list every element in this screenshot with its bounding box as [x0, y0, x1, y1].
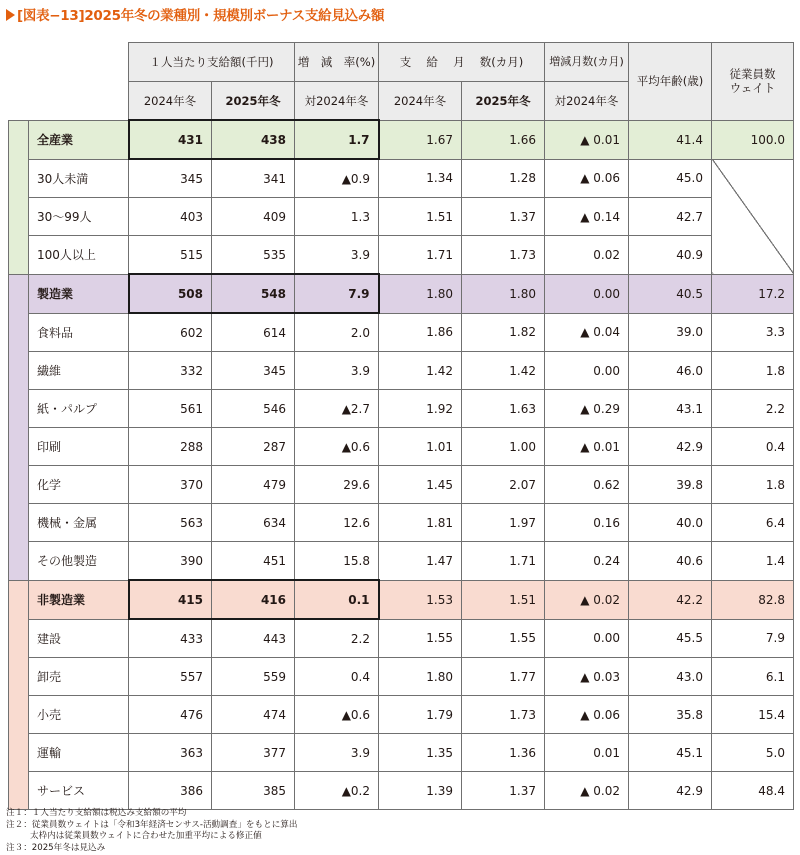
avg-age-cell: 45.5: [629, 619, 712, 658]
row-label: 全産業: [29, 120, 129, 159]
weight-cell: 15.4: [712, 696, 794, 734]
value-2025-cell: 341: [212, 159, 295, 198]
row-label: 製造業: [29, 274, 129, 313]
month-change-cell: ▲ 0.29: [545, 390, 629, 428]
header-2025: 2025年冬: [212, 82, 295, 121]
row-label: 30人未満: [29, 159, 129, 198]
figure-title-text: [図表−13]2025年冬の業種別・規模別ボーナス支給見込み額: [17, 8, 385, 24]
row-label: 化学: [29, 466, 129, 504]
avg-age-cell: 39.8: [629, 466, 712, 504]
weight-cell: 1.4: [712, 542, 794, 581]
months-2024-cell: 1.35: [379, 734, 462, 772]
value-2024-cell: 557: [129, 658, 212, 696]
diagonal-blank-cell: [712, 159, 794, 274]
value-2025-cell: 438: [212, 120, 295, 159]
month-change-cell: ▲ 0.02: [545, 772, 629, 810]
row-label: 小売: [29, 696, 129, 734]
months-2024-cell: 1.34: [379, 159, 462, 198]
avg-age-cell: 42.7: [629, 198, 712, 236]
bonus-table: [8, 42, 794, 810]
months-2025-cell: 2.07: [462, 466, 545, 504]
value-2024-cell: 390: [129, 542, 212, 581]
value-2025-cell: 443: [212, 619, 295, 658]
value-2024-cell: 431: [129, 120, 212, 159]
months-2025-cell: 1.71: [462, 542, 545, 581]
footnote: 注１：１人当たり支給額は税込み支給額の平均: [6, 808, 187, 818]
row-label: 100人以上: [29, 236, 129, 275]
value-2024-cell: 433: [129, 619, 212, 658]
months-2025-cell: 1.77: [462, 658, 545, 696]
months-2024-cell: 1.80: [379, 658, 462, 696]
months-2024-cell: 1.92: [379, 390, 462, 428]
header-months-2024: 2024年冬: [379, 82, 462, 121]
months-2024-cell: 1.67: [379, 120, 462, 159]
group-band: [9, 580, 29, 810]
value-2024-cell: 561: [129, 390, 212, 428]
value-2024-cell: 370: [129, 466, 212, 504]
months-2025-cell: 1.00: [462, 428, 545, 466]
group-band: [9, 120, 29, 274]
months-2025-cell: 1.80: [462, 274, 545, 313]
change-rate-cell: 2.2: [295, 619, 379, 658]
month-change-cell: 0.00: [545, 352, 629, 390]
value-2025-cell: 474: [212, 696, 295, 734]
value-2024-cell: 332: [129, 352, 212, 390]
month-change-cell: 0.00: [545, 274, 629, 313]
change-rate-cell: 3.9: [295, 352, 379, 390]
weight-cell: 2.2: [712, 390, 794, 428]
table-row: [9, 236, 794, 275]
table-row: [9, 658, 794, 696]
table-row: [9, 619, 794, 658]
value-2025-cell: 559: [212, 658, 295, 696]
months-2025-cell: 1.37: [462, 772, 545, 810]
table-row: [9, 390, 794, 428]
weight-cell: 1.8: [712, 352, 794, 390]
value-2024-cell: 515: [129, 236, 212, 275]
footnote: 注２：従業員数ウェイトは「令和3年経済センサス-活動調査」をもとに算出: [6, 819, 298, 830]
table-row: [9, 352, 794, 390]
avg-age-cell: 40.5: [629, 274, 712, 313]
value-2024-cell: 363: [129, 734, 212, 772]
value-2025-cell: 409: [212, 198, 295, 236]
avg-age-cell: 39.0: [629, 313, 712, 352]
row-label: 印刷: [29, 428, 129, 466]
row-label: 非製造業: [29, 580, 129, 619]
table-row: [9, 313, 794, 352]
month-change-cell: ▲ 0.01: [545, 428, 629, 466]
value-2024-cell: 508: [129, 274, 212, 313]
group-band: [9, 274, 29, 580]
weight-cell: 48.4: [712, 772, 794, 810]
months-2025-cell: 1.73: [462, 236, 545, 275]
avg-age-cell: 35.8: [629, 696, 712, 734]
month-change-cell: 0.00: [545, 619, 629, 658]
weight-cell: 6.1: [712, 658, 794, 696]
avg-age-cell: 42.9: [629, 772, 712, 810]
avg-age-cell: 40.9: [629, 236, 712, 275]
month-change-cell: 0.16: [545, 504, 629, 542]
table-row: [9, 734, 794, 772]
months-2025-cell: 1.51: [462, 580, 545, 619]
value-2025-cell: 451: [212, 542, 295, 581]
avg-age-cell: 43.1: [629, 390, 712, 428]
row-label: 繊維: [29, 352, 129, 390]
weight-cell: 5.0: [712, 734, 794, 772]
weight-cell: 17.2: [712, 274, 794, 313]
value-2024-cell: 602: [129, 313, 212, 352]
months-2025-cell: 1.37: [462, 198, 545, 236]
value-2025-cell: 287: [212, 428, 295, 466]
header-months-2025: 2025年冬: [462, 82, 545, 121]
months-2024-cell: 1.45: [379, 466, 462, 504]
month-change-cell: ▲ 0.01: [545, 120, 629, 159]
change-rate-cell: ▲2.7: [295, 390, 379, 428]
months-2024-cell: 1.79: [379, 696, 462, 734]
value-2025-cell: 548: [212, 274, 295, 313]
months-2025-cell: 1.28: [462, 159, 545, 198]
weight-cell: 1.8: [712, 466, 794, 504]
month-change-cell: 0.24: [545, 542, 629, 581]
row-label: 紙・パルプ: [29, 390, 129, 428]
value-2025-cell: 546: [212, 390, 295, 428]
figure-title: [6, 4, 384, 26]
weight-cell: 7.9: [712, 619, 794, 658]
avg-age-cell: 43.0: [629, 658, 712, 696]
change-rate-cell: 2.0: [295, 313, 379, 352]
change-rate-cell: ▲0.6: [295, 696, 379, 734]
table-row: [9, 696, 794, 734]
month-change-cell: 0.02: [545, 236, 629, 275]
header-per-person: １人当たり支給額(千円): [129, 43, 295, 82]
change-rate-cell: 12.6: [295, 504, 379, 542]
change-rate-cell: 15.8: [295, 542, 379, 581]
row-label: サービス: [29, 772, 129, 810]
value-2025-cell: 416: [212, 580, 295, 619]
value-2024-cell: 403: [129, 198, 212, 236]
month-change-cell: ▲ 0.06: [545, 696, 629, 734]
months-2024-cell: 1.71: [379, 236, 462, 275]
value-2025-cell: 479: [212, 466, 295, 504]
value-2024-cell: 476: [129, 696, 212, 734]
table-row: [9, 159, 794, 198]
month-change-cell: ▲ 0.04: [545, 313, 629, 352]
avg-age-cell: 45.1: [629, 734, 712, 772]
avg-age-cell: 41.4: [629, 120, 712, 159]
avg-age-cell: 46.0: [629, 352, 712, 390]
change-rate-cell: 1.3: [295, 198, 379, 236]
change-rate-cell: ▲0.2: [295, 772, 379, 810]
weight-cell: 3.3: [712, 313, 794, 352]
value-2024-cell: 563: [129, 504, 212, 542]
value-2025-cell: 385: [212, 772, 295, 810]
table-row: [9, 198, 794, 236]
header-vs2024: 対2024年冬: [295, 82, 379, 121]
months-2024-cell: 1.80: [379, 274, 462, 313]
value-2024-cell: 415: [129, 580, 212, 619]
header-change-rate: 増 減 率(%): [295, 43, 379, 82]
change-rate-cell: ▲0.6: [295, 428, 379, 466]
months-2024-cell: 1.51: [379, 198, 462, 236]
value-2024-cell: 288: [129, 428, 212, 466]
month-change-cell: ▲ 0.14: [545, 198, 629, 236]
avg-age-cell: 42.9: [629, 428, 712, 466]
month-change-cell: 0.01: [545, 734, 629, 772]
header-months: 支 給 月 数(カ月): [379, 43, 545, 82]
value-2024-cell: 386: [129, 772, 212, 810]
table-row: [9, 580, 794, 619]
row-label: その他製造: [29, 542, 129, 581]
change-rate-cell: ▲0.9: [295, 159, 379, 198]
footnote: 注３：2025年冬は見込み: [6, 842, 106, 853]
change-rate-cell: 0.1: [295, 580, 379, 619]
header-weight: 従業員数ウェイト: [712, 43, 794, 121]
months-2025-cell: 1.63: [462, 390, 545, 428]
table-row: [9, 466, 794, 504]
month-change-cell: ▲ 0.02: [545, 580, 629, 619]
corner-cell: [9, 43, 129, 121]
footnote: 太枠内は従業員数ウェイトに合わせた加重平均による修正値: [30, 831, 262, 841]
value-2024-cell: 345: [129, 159, 212, 198]
value-2025-cell: 535: [212, 236, 295, 275]
months-2024-cell: 1.01: [379, 428, 462, 466]
header-month-change: 増減月数(カ月): [545, 43, 629, 82]
row-label: 機械・金属: [29, 504, 129, 542]
change-rate-cell: 29.6: [295, 466, 379, 504]
months-2024-cell: 1.42: [379, 352, 462, 390]
triangle-marker-icon: [6, 9, 15, 21]
months-2024-cell: 1.53: [379, 580, 462, 619]
months-2024-cell: 1.55: [379, 619, 462, 658]
weight-cell: 82.8: [712, 580, 794, 619]
month-change-cell: 0.62: [545, 466, 629, 504]
month-change-cell: ▲ 0.06: [545, 159, 629, 198]
table-row: [9, 504, 794, 542]
weight-cell: 6.4: [712, 504, 794, 542]
footnotes: [6, 808, 297, 854]
months-2024-cell: 1.39: [379, 772, 462, 810]
row-label: 30〜99人: [29, 198, 129, 236]
avg-age-cell: 40.0: [629, 504, 712, 542]
months-2025-cell: 1.73: [462, 696, 545, 734]
row-label: 運輸: [29, 734, 129, 772]
table-row: [9, 772, 794, 810]
months-2024-cell: 1.47: [379, 542, 462, 581]
header-2024: 2024年冬: [129, 82, 212, 121]
months-2024-cell: 1.81: [379, 504, 462, 542]
months-2025-cell: 1.42: [462, 352, 545, 390]
value-2025-cell: 377: [212, 734, 295, 772]
change-rate-cell: 3.9: [295, 236, 379, 275]
table-row: [9, 542, 794, 581]
table-row: [9, 428, 794, 466]
change-rate-cell: 7.9: [295, 274, 379, 313]
table-row: [9, 274, 794, 313]
avg-age-cell: 42.2: [629, 580, 712, 619]
row-label: 建設: [29, 619, 129, 658]
header-avg-age: 平均年齢(歳): [629, 43, 712, 121]
header-month-change-vs2024: 対2024年冬: [545, 82, 629, 121]
months-2025-cell: 1.66: [462, 120, 545, 159]
months-2024-cell: 1.86: [379, 313, 462, 352]
months-2025-cell: 1.82: [462, 313, 545, 352]
months-2025-cell: 1.97: [462, 504, 545, 542]
month-change-cell: ▲ 0.03: [545, 658, 629, 696]
months-2025-cell: 1.55: [462, 619, 545, 658]
months-2025-cell: 1.36: [462, 734, 545, 772]
row-label: 卸売: [29, 658, 129, 696]
value-2025-cell: 634: [212, 504, 295, 542]
avg-age-cell: 40.6: [629, 542, 712, 581]
weight-cell: 0.4: [712, 428, 794, 466]
value-2025-cell: 614: [212, 313, 295, 352]
weight-cell: 100.0: [712, 120, 794, 159]
table-row: [9, 120, 794, 159]
value-2025-cell: 345: [212, 352, 295, 390]
change-rate-cell: 1.7: [295, 120, 379, 159]
change-rate-cell: 0.4: [295, 658, 379, 696]
row-label: 食料品: [29, 313, 129, 352]
change-rate-cell: 3.9: [295, 734, 379, 772]
avg-age-cell: 45.0: [629, 159, 712, 198]
